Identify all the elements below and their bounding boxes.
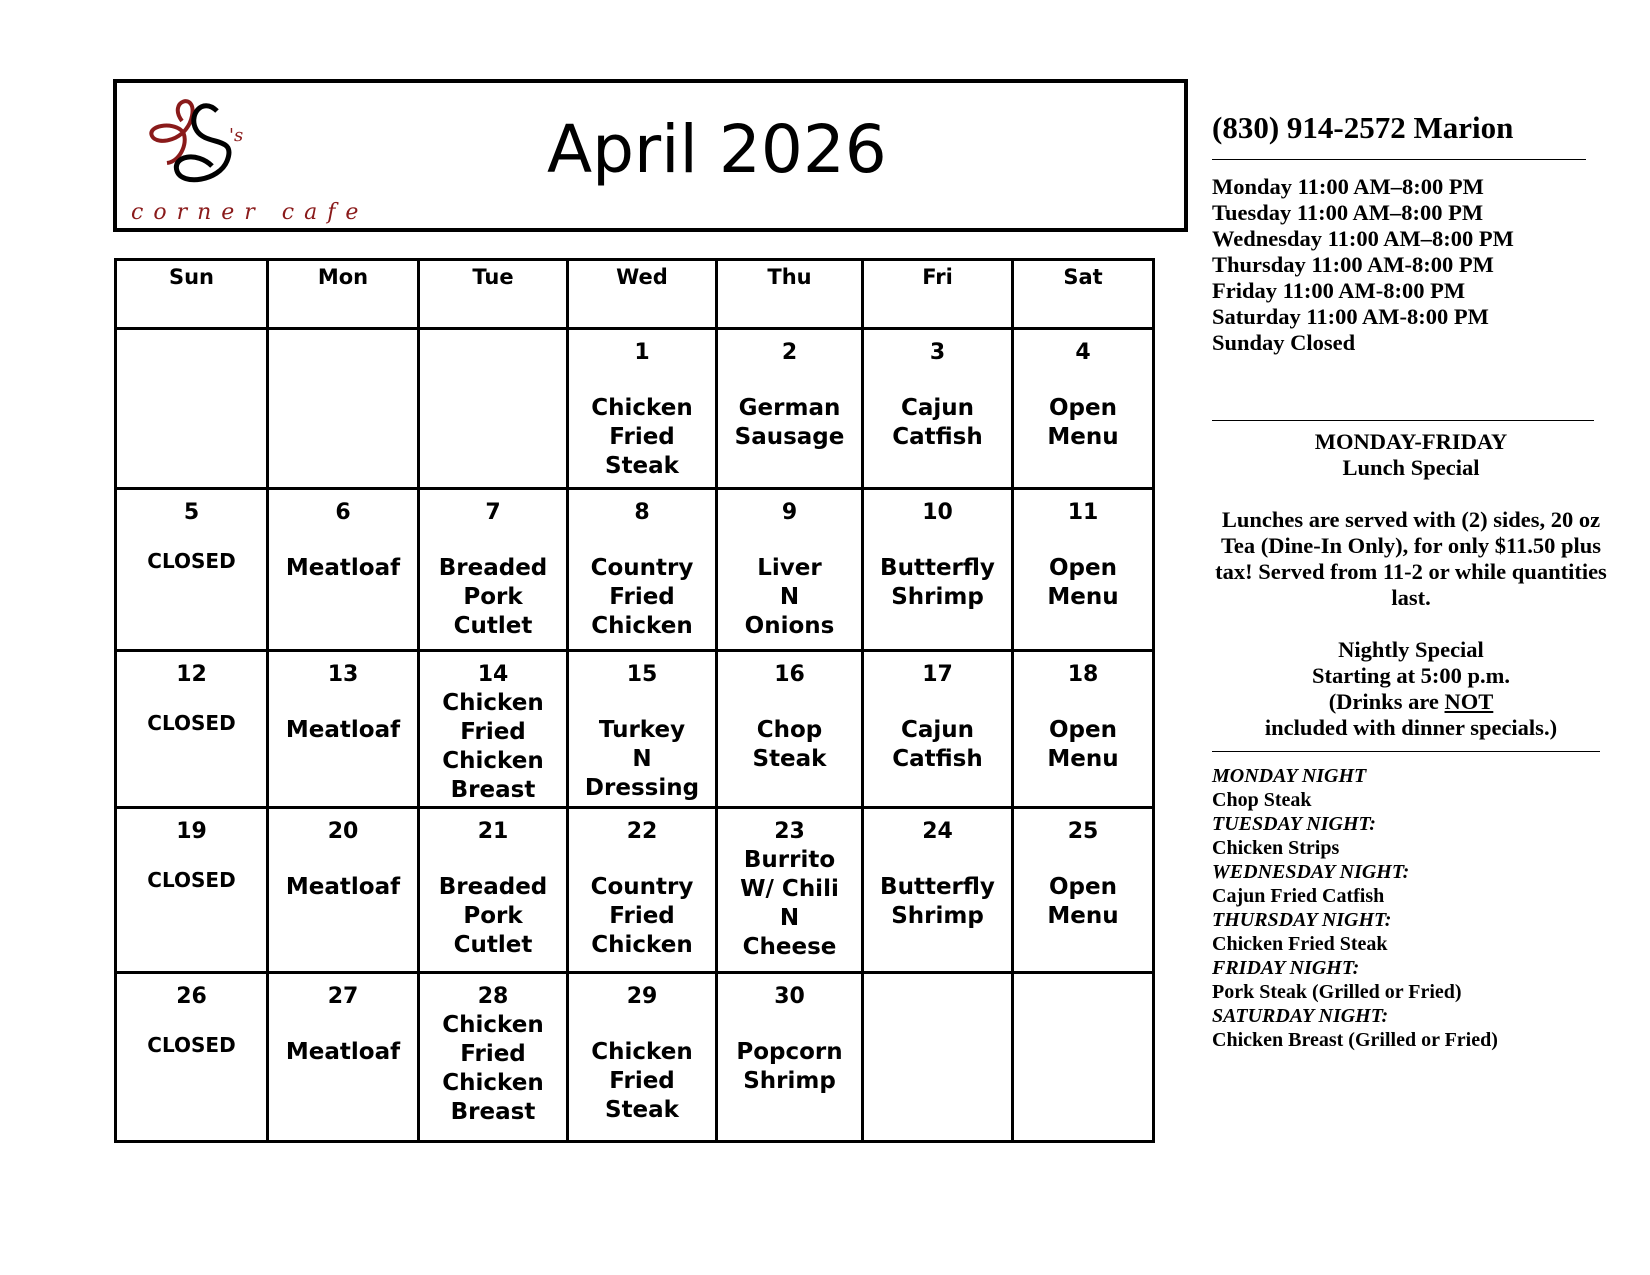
calendar-day-cell (1013, 808, 1154, 973)
meal-name: Breaded Pork Cutlet (438, 874, 548, 958)
weekday-header: Wed (568, 260, 717, 329)
day-number: 11 (1067, 500, 1099, 525)
day-number: 7 (485, 500, 501, 525)
night-meal: Pork Steak (Grilled or Fried) (1212, 981, 1462, 1003)
nightly-specials-list (1212, 764, 1610, 1052)
hours-item: Sunday Closed (1212, 330, 1356, 355)
svg-text:'s: 's (229, 125, 244, 146)
meal-name: Butterfly Shrimp (880, 555, 995, 610)
calendar-week-row (116, 489, 1154, 651)
nightly-start: Starting at 5:00 p.m. (1311, 663, 1511, 688)
divider (1212, 159, 1586, 160)
nightly-note (1212, 689, 1610, 741)
calendar-day-cell (717, 808, 863, 973)
meal-name: Chop Steak (752, 717, 827, 772)
day-number (864, 982, 1011, 1011)
day-number: 28 (477, 984, 509, 1009)
closed-label: CLOSED (147, 1033, 236, 1057)
day-number: 24 (922, 819, 953, 844)
hours-item: Saturday 11:00 AM-8:00 PM (1212, 304, 1489, 329)
day-number: 1 (634, 340, 650, 365)
day-number: 2 (781, 340, 798, 365)
divider (1212, 420, 1594, 421)
closed-label: CLOSED (147, 868, 236, 892)
day-number (117, 338, 266, 367)
calendar-day-cell (268, 489, 419, 651)
calendar-day-cell (419, 329, 568, 489)
calendar-day-cell (568, 973, 717, 1142)
day-number: 9 (781, 500, 798, 525)
calendar-day-cell (717, 651, 863, 808)
day-number: 23 (774, 819, 805, 844)
calendar-day-cell (419, 973, 568, 1142)
day-number: 12 (176, 662, 207, 687)
day-number: 21 (477, 819, 509, 844)
meal-name: German Sausage (734, 395, 845, 450)
hours-list (1212, 174, 1610, 356)
calendar-day-cell (568, 651, 717, 808)
day-number: 18 (1067, 662, 1099, 687)
calendar-day-cell (568, 329, 717, 489)
weekday-header: Fri (863, 260, 1013, 329)
logo-text: corner cafe (131, 200, 369, 225)
day-number: 14 (477, 662, 509, 687)
nightly-note-post: included with dinner specials.) (1264, 715, 1558, 740)
meal-name: Chicken Fried Chicken Breast (442, 1012, 544, 1125)
calendar-day-cell (116, 489, 268, 651)
night-label: TUESDAY NIGHT: (1212, 813, 1376, 835)
day-number: 3 (929, 340, 946, 365)
hours-item: Tuesday 11:00 AM–8:00 PM (1212, 200, 1484, 225)
calendar-day-cell (268, 808, 419, 973)
calendar-day-cell (419, 651, 568, 808)
calendar-day-cell (863, 489, 1013, 651)
day-number: 25 (1067, 819, 1099, 844)
meal-name: Liver N Onions (744, 555, 835, 639)
calendar-day-cell (863, 651, 1013, 808)
day-number: 30 (774, 984, 805, 1009)
calendar-day-cell (419, 808, 568, 973)
calendar-day-cell (717, 329, 863, 489)
lunch-subtitle: Lunch Special (1342, 455, 1480, 480)
calendar-day-cell (568, 808, 717, 973)
phone-number: (830) 914-2572 Marion (1212, 110, 1514, 145)
meal-name: Butterfly Shrimp (880, 874, 995, 929)
meal-name: Cajun Catfish (892, 395, 983, 450)
day-number: 29 (626, 984, 658, 1009)
day-number: 16 (774, 662, 805, 687)
night-label: SATURDAY NIGHT: (1212, 1005, 1389, 1027)
meal-name: Burrito W/ Chili N Cheese (740, 847, 839, 960)
meal-name: Open Menu (1047, 555, 1119, 610)
hours-item: Wednesday 11:00 AM–8:00 PM (1212, 226, 1514, 251)
weekday-header: Mon (268, 260, 419, 329)
calendar-week-row (116, 651, 1154, 808)
closed-label: CLOSED (147, 549, 236, 573)
meal-name: Cajun Catfish (892, 717, 983, 772)
lunch-description: Lunches are served with (2) sides, 20 oz Tea (Dine-In Only), for only $11.50 plus tax! Served from 11-2 or while quantities last. (1215, 507, 1607, 610)
nightly-note-not: NOT (1444, 689, 1494, 714)
lunch-title: MONDAY-FRIDAY (1314, 429, 1508, 454)
night-label: WEDNESDAY NIGHT: (1212, 861, 1410, 883)
day-number: 15 (626, 662, 658, 687)
day-number (269, 338, 417, 367)
night-meal: Chop Steak (1212, 789, 1312, 811)
meal-name: Meatloaf (285, 555, 401, 581)
weekday-header: Sun (116, 260, 268, 329)
calendar-day-cell (1013, 329, 1154, 489)
calendar-day-cell (116, 808, 268, 973)
night-meal: Cajun Fried Catfish (1212, 885, 1385, 907)
day-number: 8 (634, 500, 650, 525)
day-number: 22 (626, 819, 658, 844)
calendar-day-cell (1013, 489, 1154, 651)
weekday-header: Sat (1013, 260, 1154, 329)
weekday-header: Thu (717, 260, 863, 329)
calendar-day-cell (863, 808, 1013, 973)
nightly-note-pre: (Drinks are (1328, 689, 1445, 714)
calendar-day-cell (717, 973, 863, 1142)
day-number: 17 (922, 662, 953, 687)
calendar-day-cell (863, 329, 1013, 489)
closed-label: CLOSED (147, 711, 236, 735)
meal-name: Chicken Fried Chicken Breast (442, 690, 544, 803)
calendar-day-cell (419, 489, 568, 651)
night-meal: Chicken Fried Steak (1212, 933, 1388, 955)
weekday-header: Tue (419, 260, 568, 329)
calendar-grid (114, 258, 1155, 1143)
calendar-day-cell (268, 973, 419, 1142)
night-label: MONDAY NIGHT (1212, 765, 1367, 787)
calendar-day-cell (717, 489, 863, 651)
day-number: 20 (327, 819, 359, 844)
hours-item: Friday 11:00 AM-8:00 PM (1212, 278, 1466, 303)
night-meal: Chicken Strips (1212, 837, 1340, 859)
divider (1212, 751, 1600, 752)
cafe-logo (127, 91, 369, 231)
day-number: 4 (1075, 340, 1091, 365)
hours-item: Monday 11:00 AM–8:00 PM (1212, 174, 1484, 199)
calendar-day-cell (568, 489, 717, 651)
calendar-day-cell (116, 973, 268, 1142)
calendar-day-cell (1013, 973, 1154, 1142)
day-number: 10 (922, 500, 953, 525)
day-number: 27 (327, 984, 359, 1009)
day-number (420, 338, 566, 367)
day-number: 6 (335, 500, 351, 525)
meal-name: Meatloaf (285, 717, 401, 743)
meal-name: Breaded Pork Cutlet (438, 555, 548, 639)
calendar-day-cell (116, 329, 268, 489)
day-number: 5 (183, 500, 200, 525)
calendar-week-row (116, 808, 1154, 973)
calendar-day-cell (1013, 651, 1154, 808)
meal-name: Popcorn Shrimp (736, 1039, 843, 1094)
meal-name: Country Fried Chicken (590, 874, 694, 958)
calendar-day-cell (268, 329, 419, 489)
lunch-special (1212, 429, 1610, 741)
meal-name: Country Fried Chicken (590, 555, 694, 639)
calendar-header (113, 79, 1188, 232)
meal-name: Open Menu (1047, 874, 1119, 929)
nightly-title: Nightly Special (1338, 637, 1484, 662)
month-title: April 2026 (547, 111, 887, 188)
meal-name: Turkey N Dressing (584, 717, 700, 801)
calendar-day-cell (863, 973, 1013, 1142)
night-meal: Chicken Breast (Grilled or Fried) (1212, 1029, 1498, 1051)
meal-name: Open Menu (1047, 717, 1119, 772)
calendar-week-row (116, 973, 1154, 1142)
meal-name: Open Menu (1047, 395, 1119, 450)
day-number: 13 (327, 662, 359, 687)
meal-name: Chicken Fried Steak (591, 395, 693, 479)
weekday-header-row (116, 260, 1154, 329)
day-number: 26 (176, 984, 207, 1009)
calendar-week-row (116, 329, 1154, 489)
meal-name: Meatloaf (285, 874, 401, 900)
calendar-day-cell (116, 651, 268, 808)
meal-name: Meatloaf (285, 1039, 401, 1065)
night-label: FRIDAY NIGHT: (1212, 957, 1360, 979)
meal-name: Chicken Fried Steak (591, 1039, 693, 1123)
calendar-day-cell (268, 651, 419, 808)
sidebar (1212, 110, 1610, 1052)
day-number (1014, 982, 1152, 1011)
night-label: THURSDAY NIGHT: (1212, 909, 1392, 931)
hours-item: Thursday 11:00 AM-8:00 PM (1212, 252, 1494, 277)
day-number: 19 (176, 819, 207, 844)
